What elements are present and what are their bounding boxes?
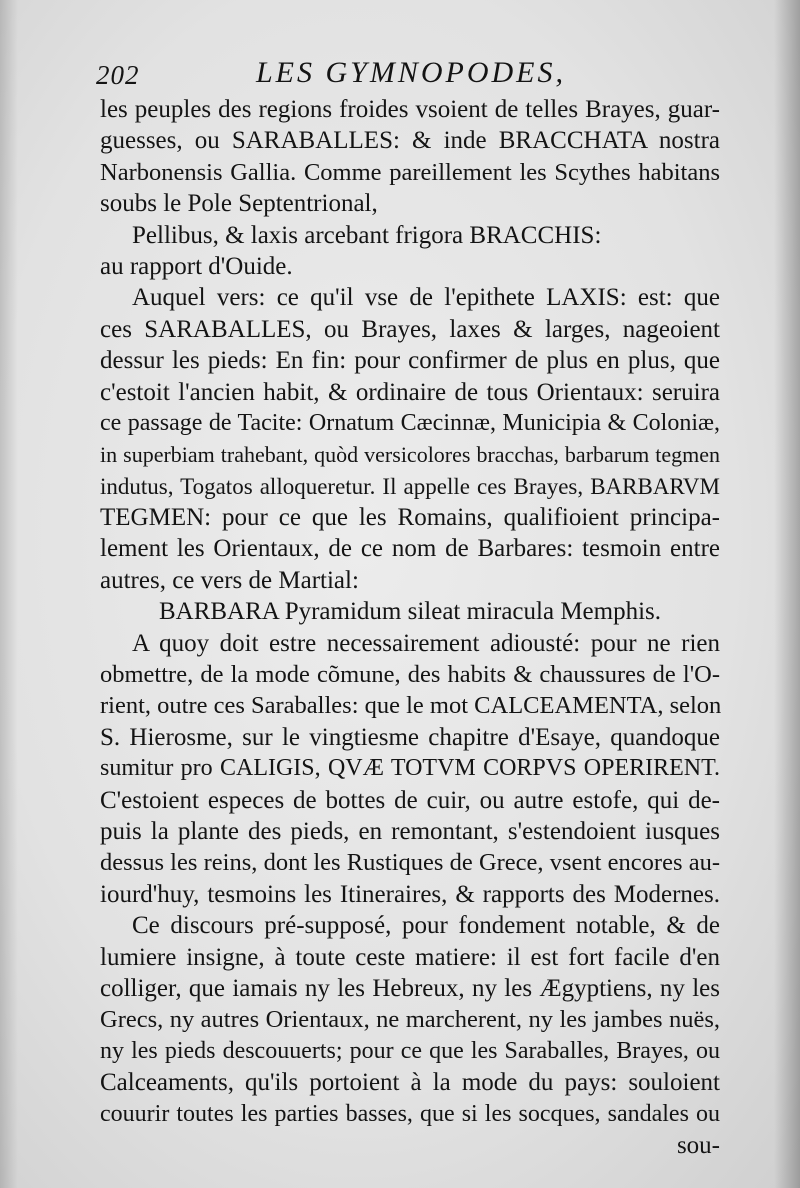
text-line: in superbiam trahebant, quòd versicolores bracchas, barbarum tegmen <box>100 442 720 468</box>
verse-quote: BARBARA Pyramidum sileat miracula Memphis. <box>158 598 662 626</box>
text-line: A quoy doit estre necessairement adiousté: pour ne rien <box>132 629 720 657</box>
page-edge-shadow <box>774 0 800 1188</box>
text-line: sumitur pro CALIGIS, QVÆ TOTVM CORPVS OPERIRENT. <box>100 755 720 782</box>
running-title: LES GYMNOPODES, <box>256 56 567 89</box>
text-line: au rapport d'Ouide. <box>100 252 293 280</box>
text-line: iourd'huy, tesmoins les Itineraires, & rapports des Modernes. <box>100 880 720 908</box>
body-text <box>100 94 720 1161</box>
text-line: dessur les pieds: En fin: pour confirmer de plus en plus, que <box>100 347 720 375</box>
catchword: sou- <box>676 1131 720 1159</box>
text-line: ces SARABALLES, ou Brayes, laxes & larges, nageoient <box>100 315 720 343</box>
text-line: autres, ce vers de Martial: <box>100 566 359 594</box>
text-line: colliger, que iamais ny les Hebreux, ny les Ægyptiens, ny les <box>100 974 720 1002</box>
text-line: TEGMEN: pour ce que les Romains, qualifioient principa- <box>100 504 720 532</box>
text-line: lumiere insigne, à toute ceste matiere: il est fort facile d'en <box>100 943 720 971</box>
text-line: indutus, Togatos alloqueretur. Il appelle ces Brayes, BARBARVM <box>100 473 720 499</box>
page-header <box>96 56 716 96</box>
text-line: obmettre, de la mode cõmune, des habits & chaussures de l'O- <box>100 661 720 689</box>
text-line: Calceaments, qu'ils portoient à la mode du pays: souloient <box>100 1069 720 1097</box>
text-line: couurir toutes les parties basses, que si les socques, sandales ou <box>100 1100 720 1127</box>
text-line: puis la plante des pieds, en remontant, s'estendoient iusques <box>100 817 720 845</box>
text-line: Ce discours pré-supposé, pour fondement notable, & de <box>132 912 720 940</box>
page-number: 202 <box>96 60 140 90</box>
text-line: guesses, ou SARABALLES: & inde BRACCHATA nostra <box>100 127 720 155</box>
text-line: dessus les reins, dont les Rustiques de Grece, vsent encores au- <box>100 849 720 877</box>
text-line: S. Hierosme, sur le vingtiesme chapitre d'Esaye, quandoque <box>100 723 720 751</box>
text-line: Grecs, ny autres Orientaux, ne marcherent, ny les jambes nuës, <box>100 1006 720 1034</box>
page-gutter-shadow <box>0 0 18 1188</box>
text-line: Narbonensis Gallia. Comme pareillement les Scythes habitans <box>100 158 720 186</box>
text-line: ny les pieds descouuerts; pour ce que les Saraballes, Brayes, ou <box>100 1037 720 1064</box>
text-line: C'estoient especes de bottes de cuir, ou autre estofe, qui de- <box>100 786 720 814</box>
text-line: rient, outre ces Saraballes: que le mot CALCEAMENTA, selon <box>100 692 722 720</box>
text-line: ce passage de Tacite: Ornatum Cæcinnæ, Municipia & Coloniæ, <box>100 409 720 436</box>
text-line: les peuples des regions froides vsoient de telles Brayes, guar- <box>100 96 720 123</box>
text-line: soubs le Pole Septentrional, <box>100 190 378 218</box>
text-line: Auquel vers: ce qu'il vse de l'epithete LAXIS: est: que <box>132 284 720 312</box>
text-line: lement les Orientaux, de ce nom de Barbares: tesmoin entre <box>100 535 720 563</box>
text-line: c'estoit l'ancien habit, & ordinaire de tous Orientaux: seruira <box>100 378 720 406</box>
verse-quote: Pellibus, & laxis arcebant frigora BRACCHIS: <box>132 221 602 249</box>
